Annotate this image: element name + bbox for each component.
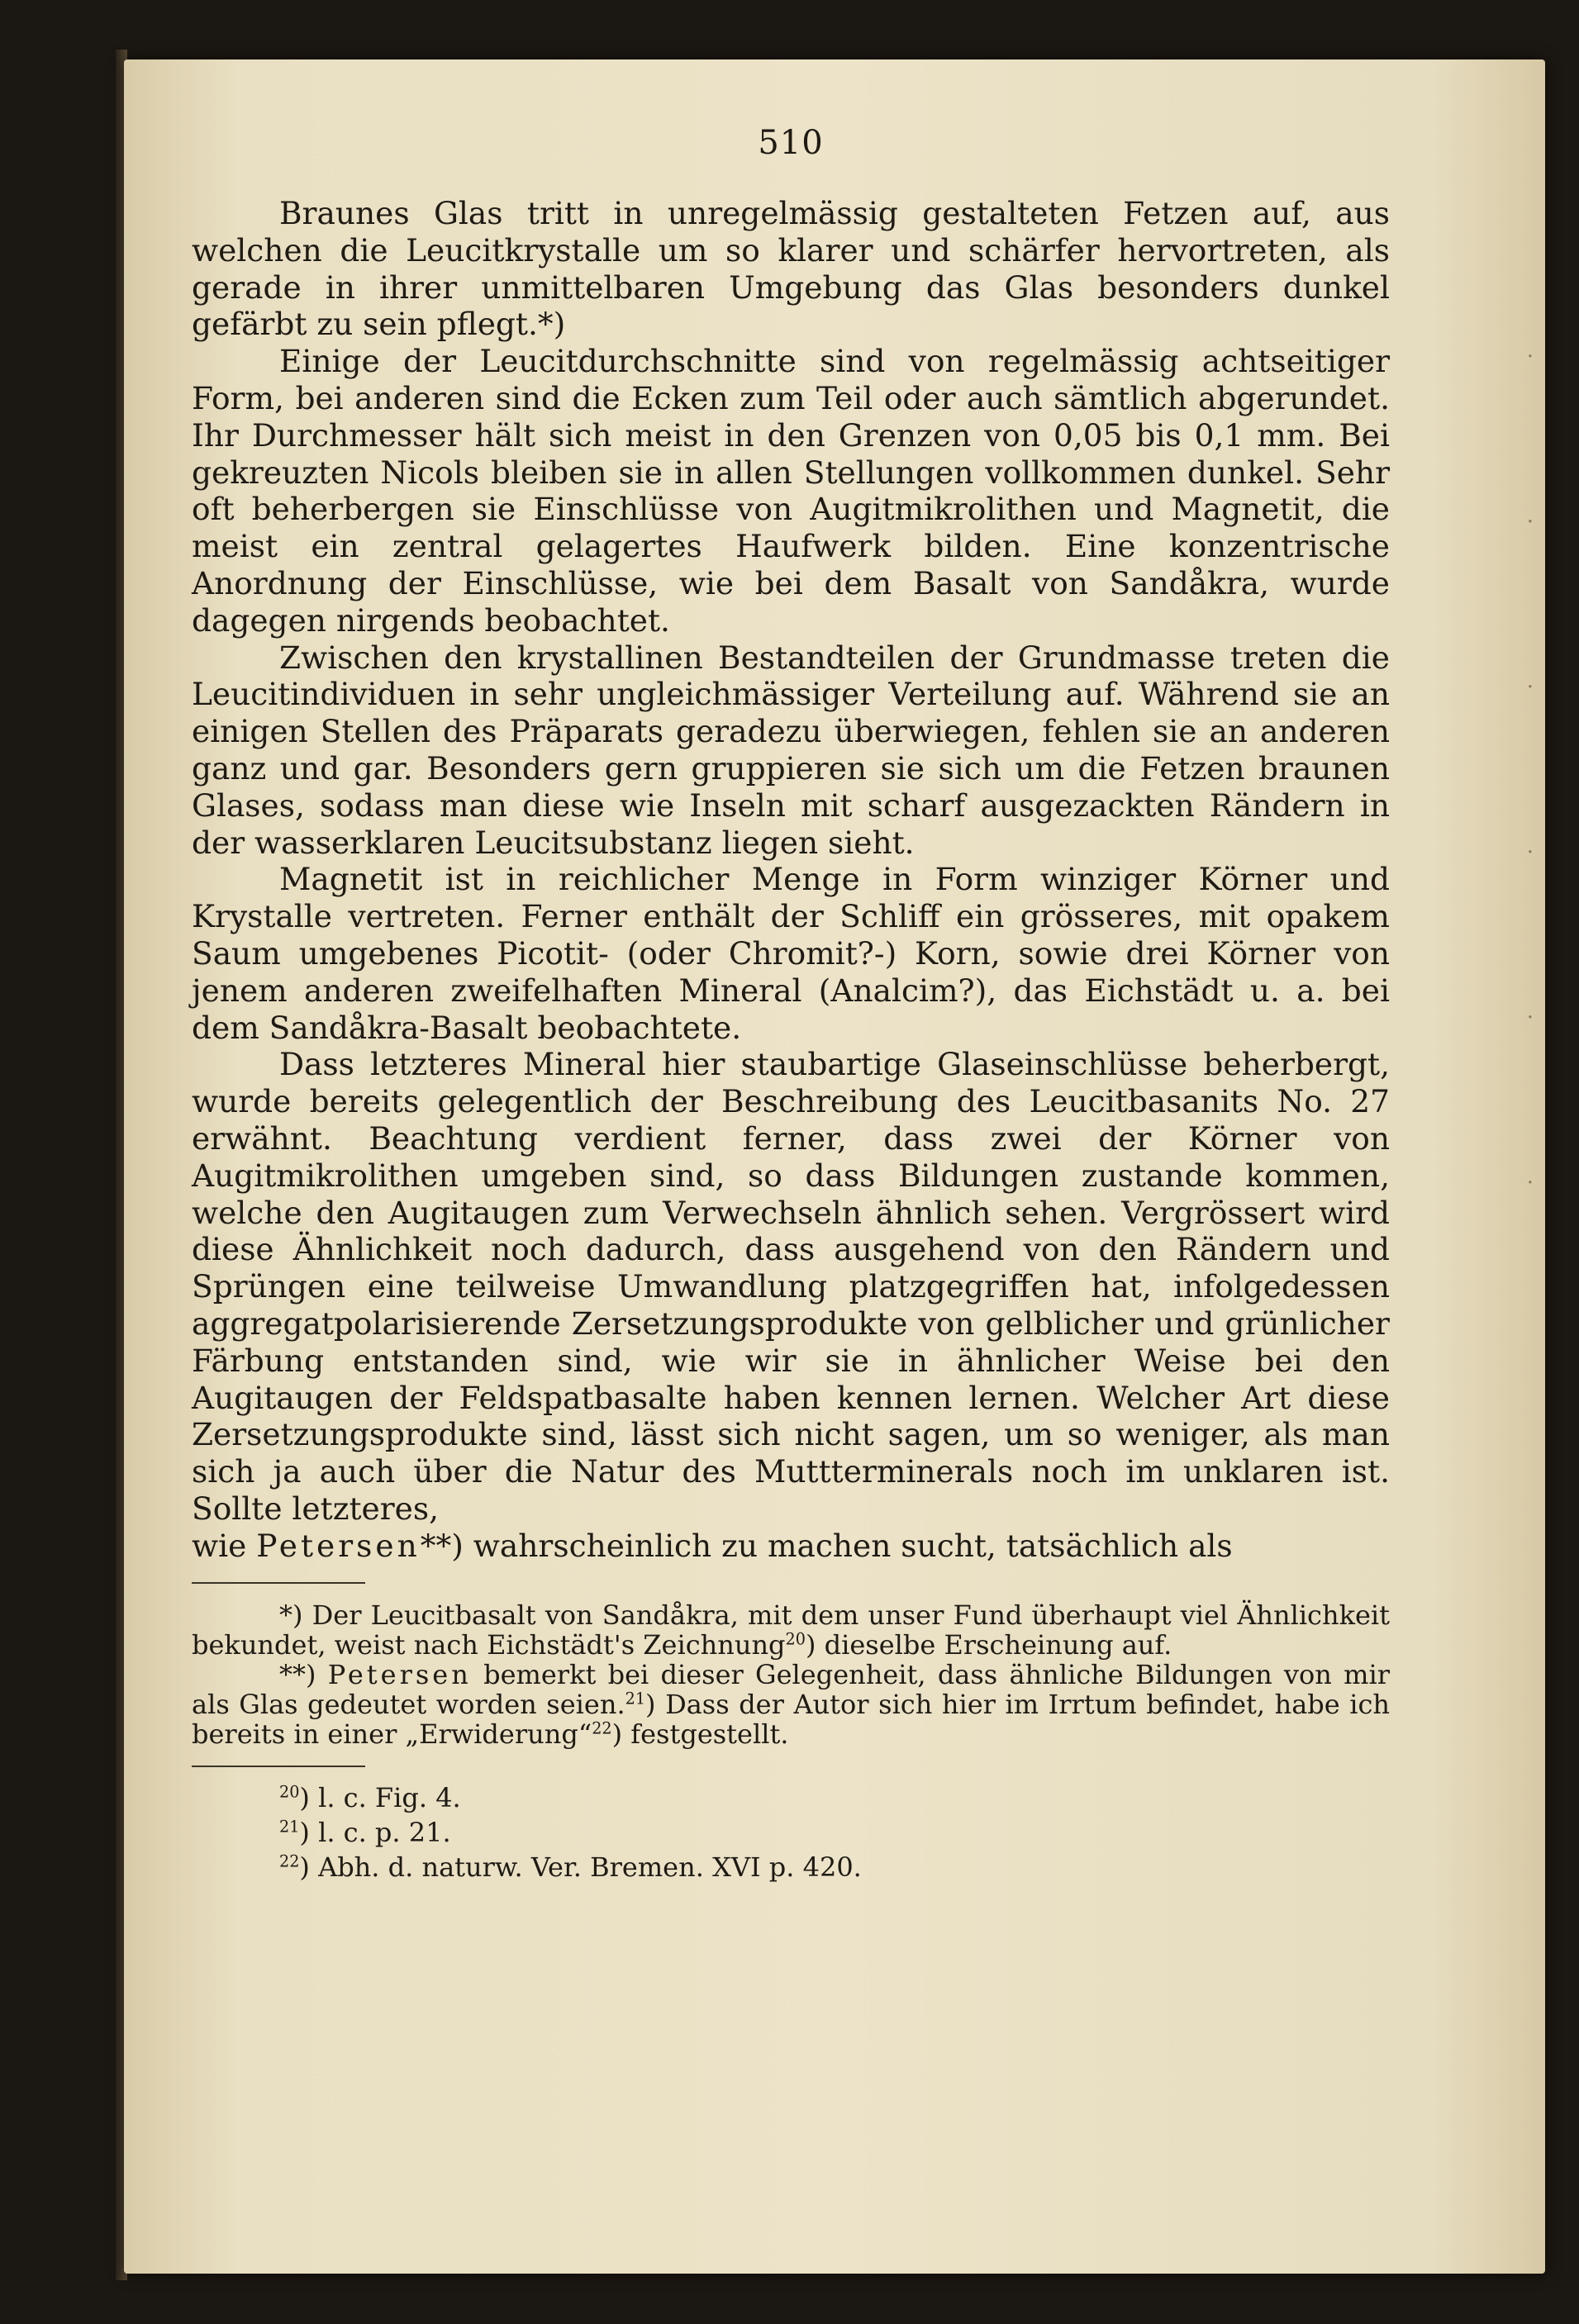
footnote <box>192 1600 1390 1660</box>
reference-text: ) l. c. p. 21. <box>299 1817 451 1849</box>
footnote-text: ) Dass der Autor sich hier im Irrtum befindet, habe ich bereits in einer „Erwiderung“ <box>192 1689 1391 1751</box>
paragraph: Einige der Leucitdurchschnitte sind von regelmässig achtseitiger Form, bei anderen sind die Ecken zum Teil oder auch sämtlich abgerundet. Ihr Durchmesser hält sich meist in den Grenzen von 0,05 bis 0,1 mm. Bei gekreuzten Nicols bleiben sie in allen Stellungen vollkommen dunkel. Sehr oft beherbergen sie Einschlüsse von Augitmikrolithen und Magnetit, die meist ein zentral gelagertes Haufwerk bilden. Eine konzentrische Anordnung der Einschlüsse, wie bei dem Basalt von Sandåkra, wurde dagegen nirgends beobachtet. <box>192 343 1390 639</box>
paragraph: Dass letzteres Mineral hier staubartige Glaseinschlüsse beherbergt, wurde bereits gelegentlich der Beschreibung des Leucitbasanits No. 27 erwähnt. Beachtung verdient ferner, dass zwei der Körner von Augitmikrolithen umgeben sind, so dass Bildungen zustande kommen, welche den Augitaugen zum Verwechseln ähnlich sehen. Vergrössert wird diese Ähnlichkeit noch dadurch, dass ausgehend von den Rändern und Sprüngen eine teilweise Umwandlung platzgegriffen hat, infolgedessen aggregatpolarisierende Zersetzungsprodukte von gelblicher und grünlicher Färbung entstanden sind, wie wir sie in ähnlicher Weise bei den Augitaugen der Feldspatbasalte haben kennen lernen. Welcher Art diese Zersetzungsprodukte sind, lässt sich nicht sagen, um so weniger, als man sich ja auch über die Natur des Muttterminerals noch im unklaren ist. Sollte letzteres, <box>192 1046 1390 1527</box>
footnote-text: bemerkt bei dieser Gelegenheit, dass ähnliche Bildungen von mir als Glas gedeutet worden seien. <box>192 1659 1390 1721</box>
paragraph: Magnetit ist in reichlicher Menge in Form winziger Körner und Krystalle vertreten. Ferner enthält der Schliff ein grösseres, mit opakem Saum umgebenes Picotit- (oder Chromit?-) Korn, sowie drei Körner von jenem anderen zweifelhaften Mineral (Analcim?), das Eichstädt u. a. bei dem Sandåkra-Basalt beobachtete. <box>192 861 1390 1046</box>
footnote-text: **) <box>279 1659 328 1691</box>
reference-number: 21 <box>279 1817 300 1837</box>
reference-divider <box>192 1766 365 1767</box>
footnote-text: *) Der Leucitbasalt von Sandåkra, mit dem unser Fund überhaupt viel Ähnlichkeit bekundet, weist nach Eichstädt's Zeichnung <box>192 1599 1390 1661</box>
footnote-text: ) festgestellt. <box>611 1718 789 1751</box>
body-text <box>192 195 1390 1564</box>
footnote-divider <box>192 1582 365 1584</box>
author-name: Petersen <box>327 1659 472 1691</box>
last-line-suffix: **) wahrscheinlich zu machen sucht, tatsächlich als <box>420 1527 1233 1564</box>
footnote-ref: 20 <box>785 1629 806 1649</box>
paragraph: Braunes Glas tritt in unregelmässig gestalteten Fetzen auf, aus welchen die Leucitkrystalle um so klarer und schärfer hervortreten, als gerade in ihrer unmittelbaren Umgebung das Glas besonders dunkel gefärbt zu sein pflegt.*) <box>192 195 1390 343</box>
reference-text: ) Abh. d. naturw. Ver. Bremen. XVI p. 420. <box>299 1851 862 1884</box>
reference-number: 20 <box>279 1782 300 1802</box>
page-edge-marks: · · · · · · <box>1526 345 1534 1195</box>
footnote <box>192 1660 1390 1749</box>
reference-item <box>279 1815 1390 1850</box>
author-name: Petersen <box>256 1527 421 1564</box>
page-content <box>192 124 1390 1884</box>
paragraph: Zwischen den krystallinen Bestandteilen der Grundmasse treten die Leucitindividuen in sehr ungleichmässiger Verteilung auf. Während sie an einigen Stellen des Präparats geradezu überwiegen, fehlen sie an anderen ganz und gar. Besonders gern gruppieren sie sich um die Fetzen braunen Glases, sodass man diese wie Inseln mit scharf ausgezackten Rändern in der wasserklaren Leucitsubstanz liegen sieht. <box>192 639 1390 861</box>
last-line-prefix: wie <box>192 1527 257 1564</box>
footnote-ref: 21 <box>625 1689 646 1709</box>
references <box>192 1780 1390 1884</box>
page-number: 510 <box>758 124 824 162</box>
footnote-text: ) dieselbe Erscheinung auf. <box>805 1629 1172 1661</box>
reference-text: ) l. c. Fig. 4. <box>299 1782 461 1814</box>
paragraph-continuation <box>192 1528 1390 1565</box>
footnotes <box>192 1600 1390 1749</box>
reference-item <box>279 1850 1390 1884</box>
reference-number: 22 <box>279 1851 300 1871</box>
footnote-ref: 22 <box>592 1718 612 1738</box>
reference-item <box>279 1780 1390 1815</box>
